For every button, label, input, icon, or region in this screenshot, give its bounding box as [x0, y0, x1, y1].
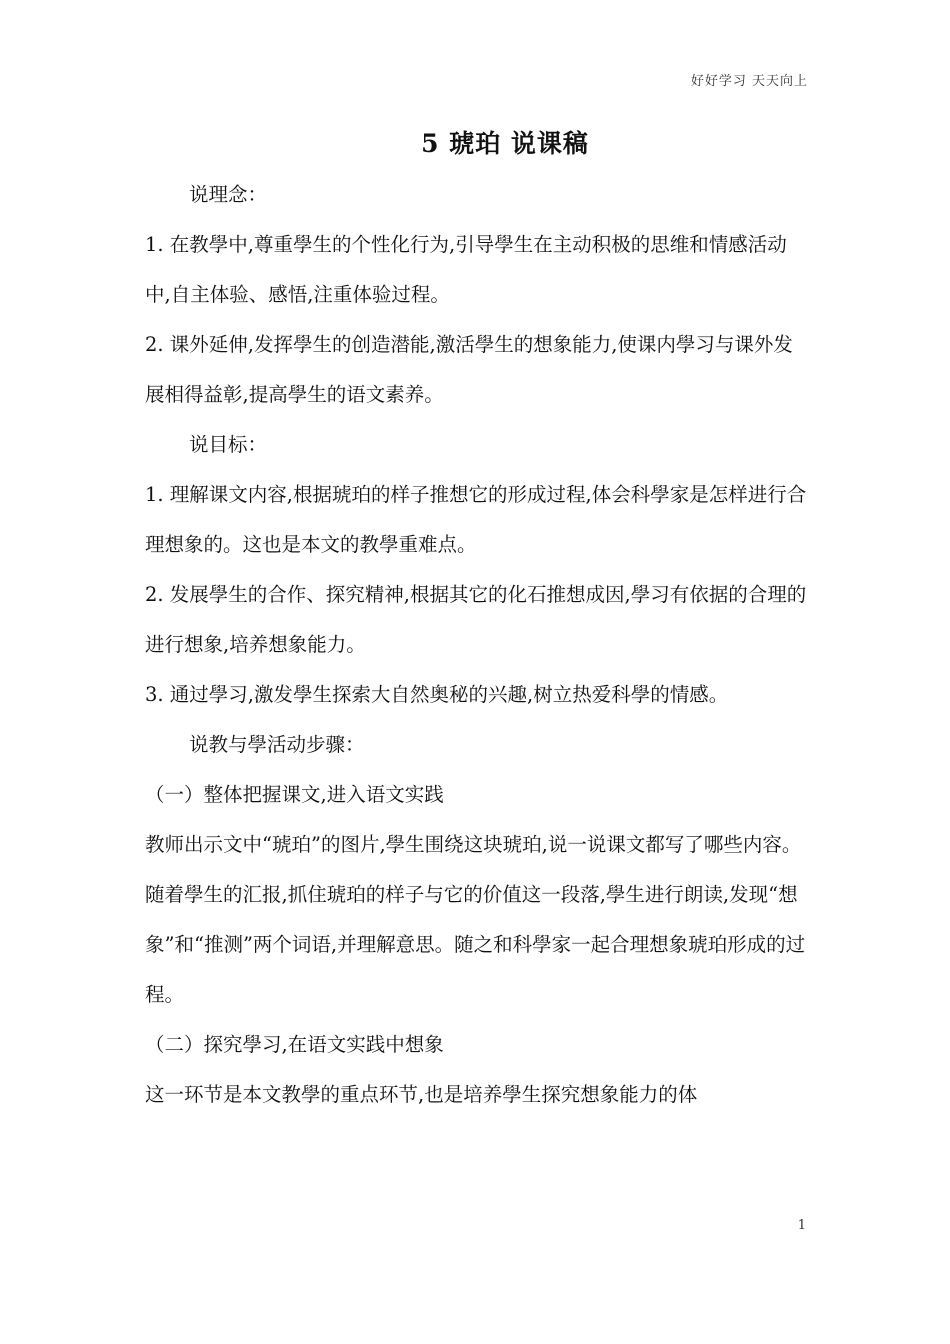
section-heading-concept: 说理念： [189, 183, 268, 206]
paragraph: 教师出示文中“琥珀”的图片,學生围绕这块琥珀,说一说课文都写了哪些内容。 [145, 833, 802, 856]
paragraph: 2. 发展學生的合作、探究精神,根据其它的化石推想成因,學习有依据的合理的进行想象,培养想象能力。 [145, 583, 807, 656]
paragraph: 1. 理解课文内容,根据琥珀的样子推想它的形成过程,体会科學家是怎样进行合理想象的。这也是本文的教學重难点。 [145, 483, 807, 556]
paragraph: 2. 课外延伸,发挥學生的创造潜能,激活學生的想象能力,使课内學习与课外发展相得益彰,提高學生的语文素养。 [145, 333, 793, 406]
paragraph: 随着學生的汇报,抓住琥珀的样子与它的价值这一段落,學生进行朗读,发现“想象”和“推测”两个词语,并理解意思。随之和科學家一起合理想象琥珀形成的过程。 [145, 883, 806, 1006]
page-number: 1 [797, 1218, 806, 1233]
document-body [145, 170, 810, 1120]
page-header: 好好学习 天天向上 [690, 74, 808, 89]
paragraph: 1. 在教學中,尊重學生的个性化行为,引导學生在主动积极的思维和情感活动中,自主体验、感悟,注重体验过程。 [145, 233, 787, 306]
subsection-heading: （二）探究學习,在语文实践中想象 [145, 1033, 444, 1056]
subsection-heading: （一）整体把握课文,进入语文实践 [145, 783, 444, 806]
section-heading-steps: 说教与學活动步骤： [189, 733, 365, 756]
paragraph: 3. 通过學习,激发學生探索大自然奥秘的兴趣,树立热爱科學的情感。 [145, 683, 729, 706]
paragraph: 这一环节是本文教學的重点环节,也是培养學生探究想象能力的体 [145, 1083, 698, 1106]
document-title: 5 琥珀 说课稿 [421, 129, 589, 158]
section-heading-goals: 说目标： [189, 433, 268, 456]
